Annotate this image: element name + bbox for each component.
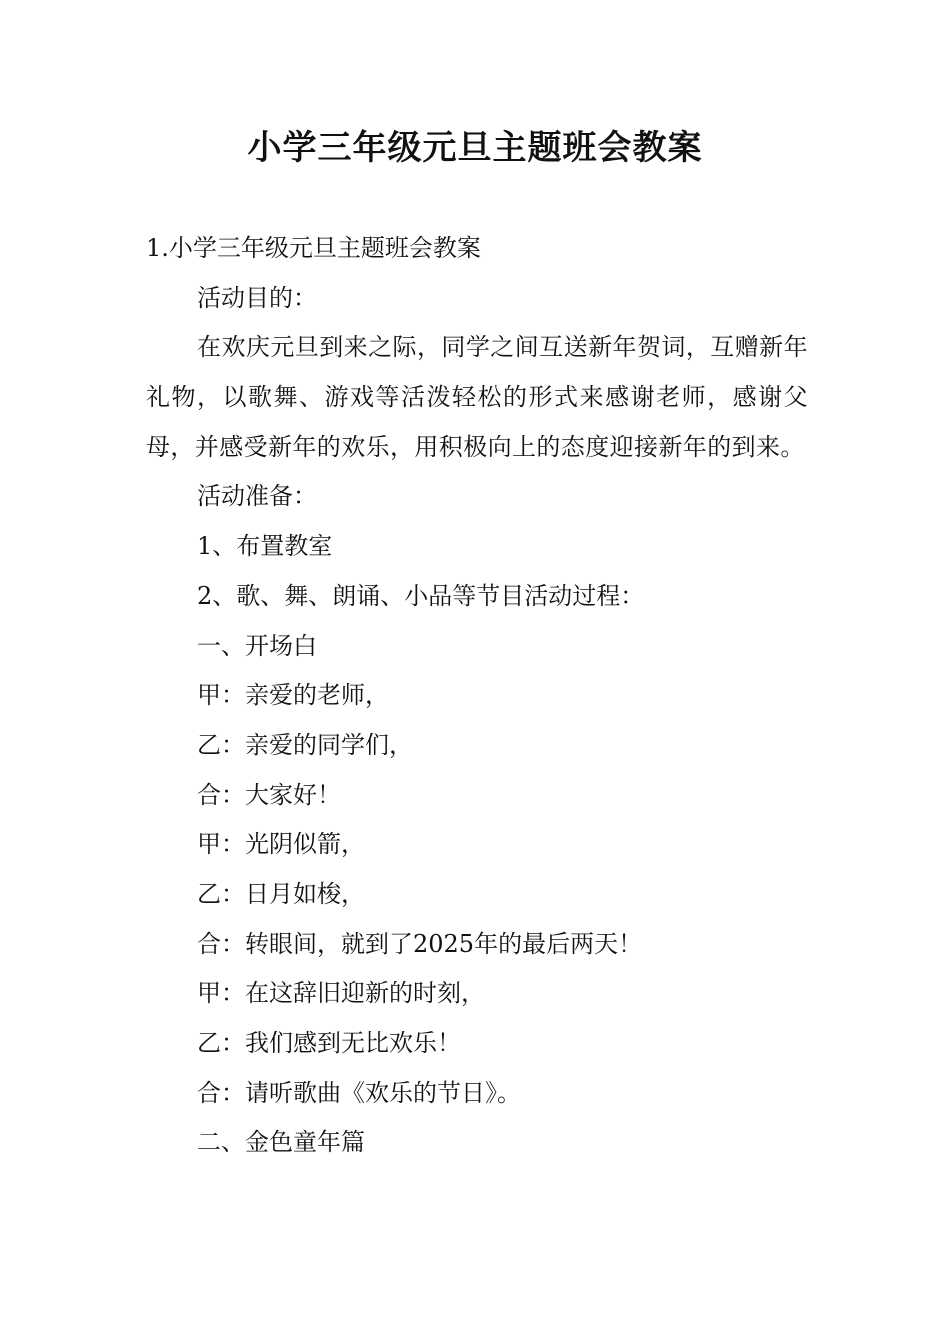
dialogue-line: 甲：光阴似箭， <box>197 830 365 859</box>
dialogue-line: 乙：亲爱的同学们， <box>197 730 413 759</box>
activity-goal-label: 活动目的： <box>197 283 317 312</box>
document-title: 小学三年级元旦主题班会教案 <box>247 128 703 168</box>
dialogue-line: 合：大家好！ <box>197 780 341 809</box>
activity-goal-paragraph: 在欢庆元旦到来之际，同学之间互送新年贺词，互赠新年礼物，以歌舞、游戏等活泼轻松的形式来感谢老师，感谢父母，并感受新年的欢乐，用积极向上的态度迎接新年的到来。 <box>146 333 808 461</box>
dialogue-line: 乙：我们感到无比欢乐！ <box>197 1029 461 1058</box>
document-body <box>146 224 808 1168</box>
dialogue-line: 甲：在这辞旧迎新的时刻， <box>197 979 485 1008</box>
dialogue-line: 乙：日月如梭， <box>197 879 365 908</box>
section-heading-1: 一、开场白 <box>197 631 317 660</box>
prep-item: 2、歌、舞、朗诵、小品等节目活动过程： <box>197 581 645 610</box>
heading-1: 1.小学三年级元旦主题班会教案 <box>146 234 481 262</box>
dialogue-line: 合：请听歌曲《欢乐的节日》。 <box>197 1078 521 1107</box>
dialogue-line: 合：转眼间，就到了2025年的最后两天！ <box>197 929 643 958</box>
prep-item: 1、布置教室 <box>197 532 333 561</box>
activity-prep-label: 活动准备： <box>197 482 317 511</box>
section-heading-2: 二、金色童年篇 <box>197 1128 365 1157</box>
dialogue-line: 甲：亲爱的老师， <box>197 681 389 710</box>
